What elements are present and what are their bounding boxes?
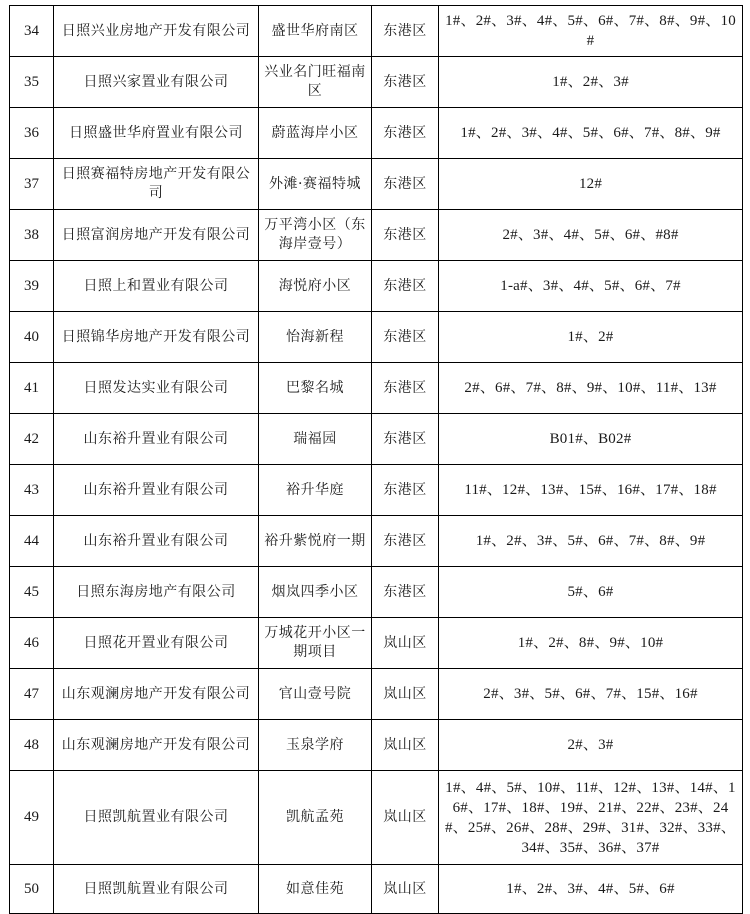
table-row bbox=[10, 516, 743, 567]
district: 东港区 bbox=[372, 261, 439, 312]
company-name: 山东裕升置业有限公司 bbox=[54, 414, 259, 465]
row-number: 40 bbox=[10, 312, 54, 363]
table-row bbox=[10, 865, 743, 914]
district: 东港区 bbox=[372, 312, 439, 363]
building-numbers: 1-a#、3#、4#、5#、6#、7# bbox=[439, 261, 743, 312]
company-name: 日照盛世华府置业有限公司 bbox=[54, 108, 259, 159]
district: 东港区 bbox=[372, 465, 439, 516]
table-row bbox=[10, 771, 743, 865]
project-name: 海悦府小区 bbox=[259, 261, 372, 312]
project-name: 怡海新程 bbox=[259, 312, 372, 363]
company-name: 山东裕升置业有限公司 bbox=[54, 516, 259, 567]
project-name: 瑞福园 bbox=[259, 414, 372, 465]
project-name: 蔚蓝海岸小区 bbox=[259, 108, 372, 159]
table-row bbox=[10, 720, 743, 771]
district: 东港区 bbox=[372, 516, 439, 567]
building-numbers: 11#、12#、13#、15#、16#、17#、18# bbox=[439, 465, 743, 516]
table-row bbox=[10, 261, 743, 312]
project-name: 万城花开小区一期项目 bbox=[259, 618, 372, 669]
table-row bbox=[10, 312, 743, 363]
row-number: 38 bbox=[10, 210, 54, 261]
project-table bbox=[9, 5, 743, 914]
district: 东港区 bbox=[372, 567, 439, 618]
district: 岚山区 bbox=[372, 865, 439, 914]
building-numbers: 1#、4#、5#、10#、11#、12#、13#、14#、16#、17#、18#、19#、21#、22#、23#、24#、25#、26#、28#、29#、31#、32#、33#、34#、35#、36#、37# bbox=[439, 771, 743, 865]
building-numbers: B01#、B02# bbox=[439, 414, 743, 465]
district: 东港区 bbox=[372, 108, 439, 159]
district: 东港区 bbox=[372, 57, 439, 108]
company-name: 日照兴业房地产开发有限公司 bbox=[54, 6, 259, 57]
company-name: 日照富润房地产开发有限公司 bbox=[54, 210, 259, 261]
building-numbers: 1#、2# bbox=[439, 312, 743, 363]
company-name: 日照凯航置业有限公司 bbox=[54, 771, 259, 865]
project-name: 玉泉学府 bbox=[259, 720, 372, 771]
building-numbers: 1#、2#、3# bbox=[439, 57, 743, 108]
district: 东港区 bbox=[372, 210, 439, 261]
building-numbers: 1#、2#、3#、4#、5#、6#、7#、8#、9# bbox=[439, 108, 743, 159]
company-name: 日照花开置业有限公司 bbox=[54, 618, 259, 669]
building-numbers: 1#、2#、3#、5#、6#、7#、8#、9# bbox=[439, 516, 743, 567]
table-row bbox=[10, 159, 743, 210]
building-numbers: 1#、2#、3#、4#、5#、6# bbox=[439, 865, 743, 914]
company-name: 山东裕升置业有限公司 bbox=[54, 465, 259, 516]
company-name: 日照凯航置业有限公司 bbox=[54, 865, 259, 914]
building-numbers: 2#、3#、4#、5#、6#、#8# bbox=[439, 210, 743, 261]
district: 东港区 bbox=[372, 6, 439, 57]
project-name: 外滩·赛福特城 bbox=[259, 159, 372, 210]
table-row bbox=[10, 108, 743, 159]
table-row bbox=[10, 6, 743, 57]
project-name: 裕升紫悦府一期 bbox=[259, 516, 372, 567]
project-name: 官山壹号院 bbox=[259, 669, 372, 720]
building-numbers: 12# bbox=[439, 159, 743, 210]
building-numbers: 2#、3#、5#、6#、7#、15#、16# bbox=[439, 669, 743, 720]
table-row bbox=[10, 669, 743, 720]
table-row bbox=[10, 57, 743, 108]
row-number: 48 bbox=[10, 720, 54, 771]
table-row bbox=[10, 465, 743, 516]
row-number: 43 bbox=[10, 465, 54, 516]
row-number: 37 bbox=[10, 159, 54, 210]
building-numbers: 1#、2#、8#、9#、10# bbox=[439, 618, 743, 669]
project-name: 裕升华庭 bbox=[259, 465, 372, 516]
row-number: 39 bbox=[10, 261, 54, 312]
district: 东港区 bbox=[372, 414, 439, 465]
company-name: 日照锦华房地产开发有限公司 bbox=[54, 312, 259, 363]
company-name: 日照兴家置业有限公司 bbox=[54, 57, 259, 108]
project-name: 巴黎名城 bbox=[259, 363, 372, 414]
building-numbers: 2#、6#、7#、8#、9#、10#、11#、13# bbox=[439, 363, 743, 414]
company-name: 日照上和置业有限公司 bbox=[54, 261, 259, 312]
company-name: 山东观澜房地产开发有限公司 bbox=[54, 720, 259, 771]
building-numbers: 1#、2#、3#、4#、5#、6#、7#、8#、9#、10# bbox=[439, 6, 743, 57]
project-name: 烟岚四季小区 bbox=[259, 567, 372, 618]
company-name: 山东观澜房地产开发有限公司 bbox=[54, 669, 259, 720]
company-name: 日照赛福特房地产开发有限公司 bbox=[54, 159, 259, 210]
company-name: 日照发达实业有限公司 bbox=[54, 363, 259, 414]
project-name: 凯航孟苑 bbox=[259, 771, 372, 865]
row-number: 50 bbox=[10, 865, 54, 914]
project-name: 盛世华府南区 bbox=[259, 6, 372, 57]
row-number: 47 bbox=[10, 669, 54, 720]
district: 岚山区 bbox=[372, 618, 439, 669]
table-row bbox=[10, 618, 743, 669]
district: 东港区 bbox=[372, 363, 439, 414]
company-name: 日照东海房地产有限公司 bbox=[54, 567, 259, 618]
row-number: 41 bbox=[10, 363, 54, 414]
project-name: 如意佳苑 bbox=[259, 865, 372, 914]
building-numbers: 5#、6# bbox=[439, 567, 743, 618]
district: 岚山区 bbox=[372, 669, 439, 720]
row-number: 45 bbox=[10, 567, 54, 618]
row-number: 49 bbox=[10, 771, 54, 865]
table-row bbox=[10, 567, 743, 618]
row-number: 35 bbox=[10, 57, 54, 108]
row-number: 36 bbox=[10, 108, 54, 159]
row-number: 44 bbox=[10, 516, 54, 567]
row-number: 46 bbox=[10, 618, 54, 669]
district: 东港区 bbox=[372, 159, 439, 210]
row-number: 34 bbox=[10, 6, 54, 57]
table-row bbox=[10, 414, 743, 465]
row-number: 42 bbox=[10, 414, 54, 465]
table-row bbox=[10, 363, 743, 414]
project-name: 兴业名门旺福南区 bbox=[259, 57, 372, 108]
table-row bbox=[10, 210, 743, 261]
district: 岚山区 bbox=[372, 771, 439, 865]
project-name: 万平湾小区（东海岸壹号） bbox=[259, 210, 372, 261]
district: 岚山区 bbox=[372, 720, 439, 771]
building-numbers: 2#、3# bbox=[439, 720, 743, 771]
